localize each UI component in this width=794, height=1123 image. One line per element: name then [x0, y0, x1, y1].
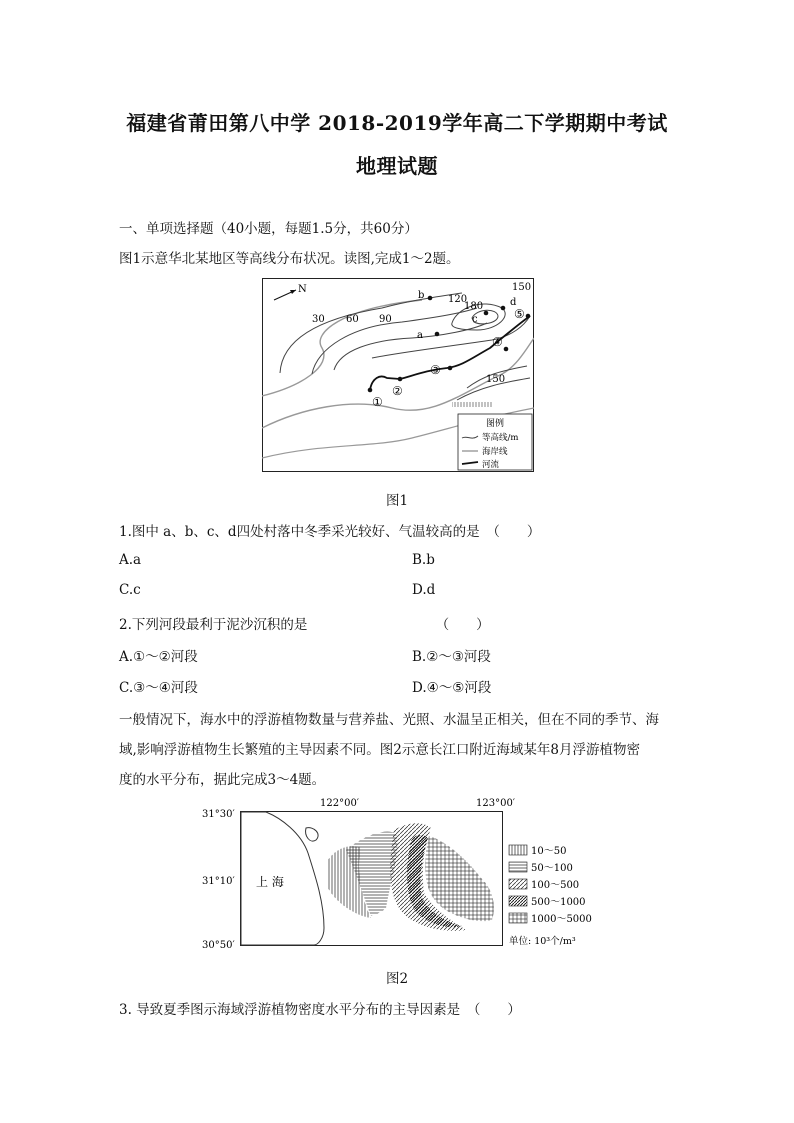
village-d [501, 306, 506, 311]
q2-option-b[interactable]: B.②～③河段 [412, 649, 491, 665]
q1-stem: 1.图中 a、b、c、d四处村落中冬季采光较好、气温较高的是 （ ） [119, 524, 541, 540]
legend-1000-5000: 1000～5000 [531, 914, 592, 925]
village-label-c: c [472, 314, 478, 325]
legend-500-1000: 500～1000 [531, 897, 586, 908]
passage-line-1: 一般情况下，海水中的浮游植物数量与营养盐、光照、水温呈正相关，但在不同的季节、海 [119, 712, 659, 728]
page-title: 福建省莆田第八中学 2018-2019学年高二下学期期中考试 [126, 111, 668, 135]
passage-line-3: 度的水平分布，据此完成3～4题。 [119, 772, 326, 788]
contour-label-90: 90 [379, 314, 392, 325]
north-label: N [298, 284, 307, 295]
river [370, 316, 530, 390]
village-a [435, 332, 440, 337]
contour-map-figure [262, 278, 534, 472]
lon-label-122: 122°00′ [320, 798, 360, 809]
contour-label-30: 30 [312, 314, 325, 325]
lat-label-3050: 30°50′ [202, 940, 235, 951]
legend-100-500: 100～500 [531, 880, 580, 891]
river-point-4: ④ [492, 335, 503, 349]
contour-label-150-low: 150 [486, 374, 506, 385]
contour-label-120: 120 [448, 294, 468, 305]
q2-option-a[interactable]: A.①～②河段 [119, 649, 198, 665]
village-label-d: d [510, 297, 517, 308]
legend-river: 河流 [482, 460, 500, 470]
contour-label-180: 180 [464, 301, 484, 312]
q1-option-d[interactable]: D.d [412, 582, 436, 598]
page-subtitle: 地理试题 [356, 154, 438, 178]
contour-line [280, 293, 462, 373]
river-point-3: ③ [430, 363, 441, 377]
figure1-caption: 图1 [385, 493, 409, 509]
lon-label-123: 123°00′ [476, 798, 516, 809]
q1-option-b[interactable]: B.b [412, 552, 435, 568]
river-point-1: ① [372, 395, 383, 409]
legend-10-50: 10～50 [531, 846, 567, 857]
section-heading: 一、单项选择题（40小题，每题1.5分，共60分） [119, 221, 418, 237]
place-label-shanghai: 上 海 [256, 875, 284, 889]
village-b [428, 296, 433, 301]
q3-stem: 3. 导致夏季图示海域浮游植物密度水平分布的主导因素是 （ ） [119, 1002, 521, 1018]
legend-unit: 单位: 10³个/m³ [509, 936, 576, 947]
contour-label-150: 150 [512, 282, 532, 293]
village-label-b: b [418, 290, 425, 301]
village-label-a: a [417, 330, 423, 341]
passage-line-2: 域,影响浮游植物生长繁殖的主导因素不同。图2示意长江口附近海域某年8月浮游植物密 [119, 742, 640, 758]
plankton-density-figure [196, 798, 616, 954]
contour-label-60: 60 [346, 314, 359, 325]
lat-label-3110: 31°10′ [202, 876, 235, 887]
legend-50-100: 50～100 [531, 863, 573, 874]
legend-title: 图例 [486, 419, 505, 429]
river-point-2: ② [392, 384, 403, 398]
shore-hatching [452, 402, 492, 407]
q2-option-c[interactable]: C.③～④河段 [119, 680, 198, 696]
q2-option-d[interactable]: D.④～⑤河段 [412, 680, 492, 696]
legend-coast: 海岸线 [482, 447, 508, 457]
q2-stem: 2.下列河段最利于泥沙沉积的是 （ ） [119, 617, 490, 633]
q1-option-c[interactable]: C.c [119, 582, 141, 598]
river-point-5: ⑤ [514, 307, 525, 321]
legend-contour: 等高线/m [482, 433, 519, 443]
figure2-caption: 图2 [385, 971, 409, 987]
figure1-intro: 图1示意华北某地区等高线分布状况。读图,完成1～2题。 [119, 251, 460, 267]
village-c [484, 311, 489, 316]
q1-option-a[interactable]: A.a [119, 552, 142, 568]
lat-label-3130: 31°30′ [202, 809, 235, 820]
coastline [262, 300, 534, 428]
